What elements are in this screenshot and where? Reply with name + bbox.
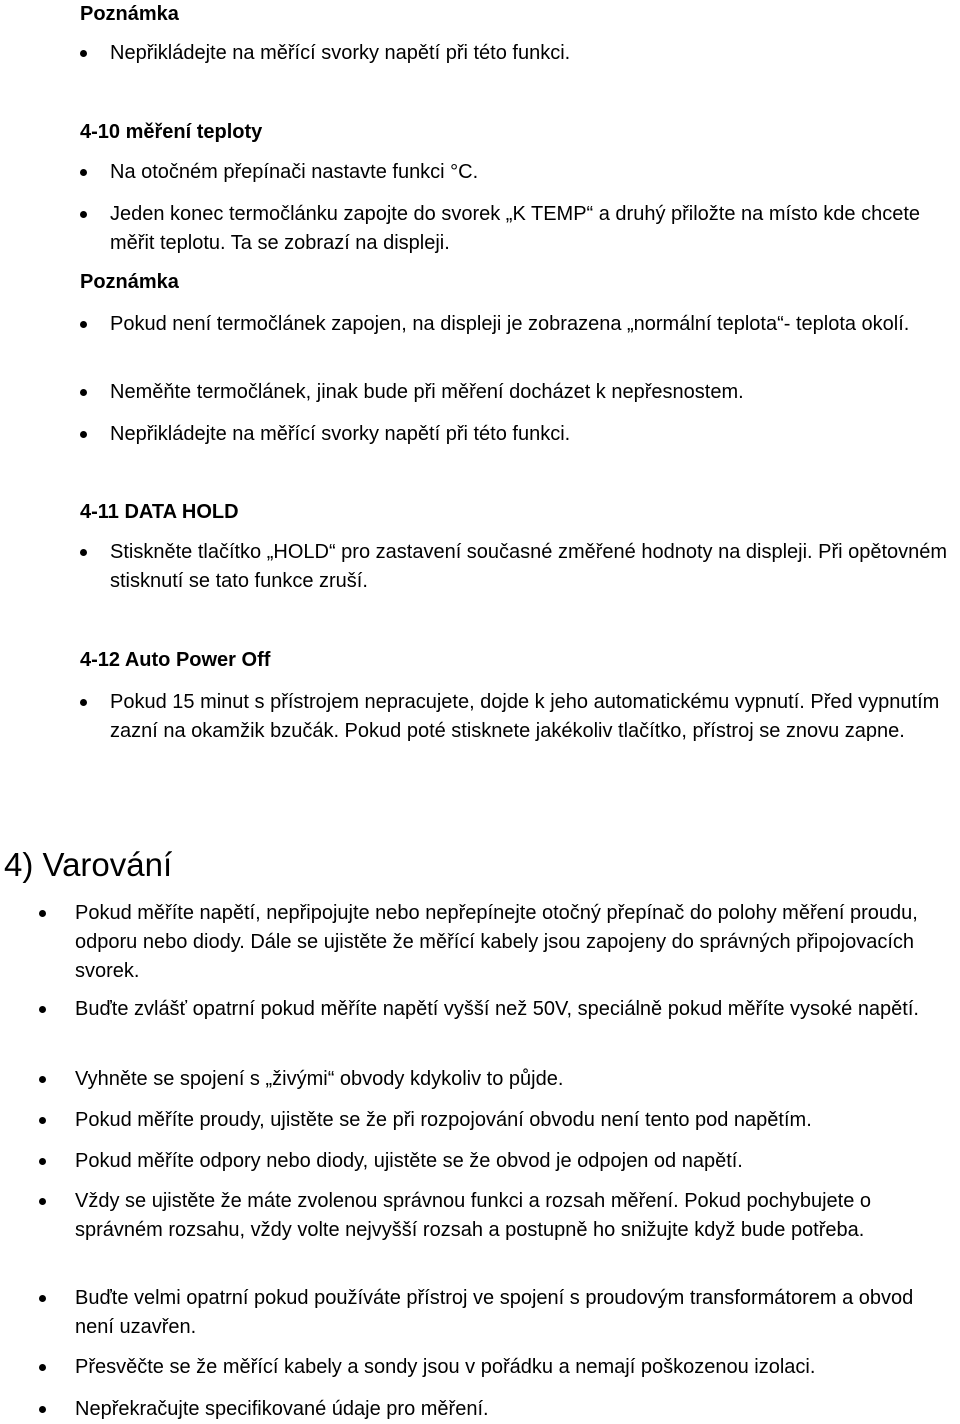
bullet-icon [80, 169, 87, 176]
warning-item: Pokud měříte proudy, ujistěte se že při rozpojování obvodu není tento pod napětím. [75, 1106, 955, 1135]
warning-item: Vždy se ujistěte že máte zvolenou správnou funkci a rozsah měření. Pokud pochybujete o správném rozsahu, vždy volte nejvyšší rozsah a postupně ho snižujte když bude potřeba. [75, 1187, 955, 1245]
section-heading: 4-12 Auto Power Off [80, 649, 271, 671]
bullet-icon [39, 1364, 46, 1371]
bullet-icon [80, 321, 87, 328]
list-item: Stiskněte tlačítko „HOLD“ pro zastavení současné změřené hodnoty na displeji. Při opětovném stisknutí se tato funkce zruší. [110, 538, 955, 596]
list-item: Neměňte termočlánek, jinak bude při měření docházet k nepřesnostem. [110, 378, 955, 407]
bullet-icon [39, 1198, 46, 1205]
bullet-icon [39, 1006, 46, 1013]
bullet-icon [80, 431, 87, 438]
bullet-icon [39, 1076, 46, 1083]
warning-item: Nepřekračujte specifikované údaje pro měření. [75, 1395, 955, 1424]
list-item: Pokud není termočlánek zapojen, na displeji je zobrazena „normální teplota“- teplota okolí. [110, 310, 955, 339]
page-title: 4) Varování [4, 846, 173, 883]
bullet-icon [39, 1117, 46, 1124]
bullet-icon [39, 1406, 46, 1413]
section-heading: 4-10 měření teploty [80, 121, 263, 143]
section-heading: 4-11 DATA HOLD [80, 501, 239, 523]
bullet-icon [80, 50, 87, 57]
note-heading: Poznámka [80, 271, 179, 293]
warning-item: Přesvěčte se že měřící kabely a sondy jsou v pořádku a nemají poškozenou izolaci. [75, 1353, 955, 1382]
warning-item: Pokud měříte napětí, nepřipojujte nebo nepřepínejte otočný přepínač do polohy měření proudu, odporu nebo diody. Dále se ujistěte že měřící kabely jsou zapojeny do správných připojovacích svorek. [75, 899, 955, 986]
bullet-icon [80, 699, 87, 706]
bullet-icon [39, 910, 46, 917]
note-heading: Poznámka [80, 3, 179, 25]
list-item: Pokud 15 minut s přístrojem nepracujete, dojde k jeho automatickému vypnutí. Před vypnutím zazní na okamžik bzučák. Pokud poté stisknete jakékoliv tlačítko, přístroj se znovu zapne. [110, 688, 955, 746]
list-item: Jeden konec termočlánku zapojte do svorek „K TEMP“ a druhý přiložte na místo kde chcete měřit teplotu. Ta se zobrazí na displeji. [110, 200, 955, 258]
list-item: Nepřikládejte na měřící svorky napětí při této funkci. [110, 420, 955, 449]
list-item: Nepřikládejte na měřící svorky napětí při této funkci. [110, 39, 955, 68]
list-item: Na otočném přepínači nastavte funkci °C. [110, 158, 955, 187]
bullet-icon [39, 1158, 46, 1165]
warning-item: Vyhněte se spojení s „živými“ obvody kdykoliv to půjde. [75, 1065, 955, 1094]
bullet-icon [80, 389, 87, 396]
bullet-icon [80, 549, 87, 556]
warning-item: Buďte velmi opatrní pokud používáte přístroj ve spojení s proudovým transformátorem a obvod není uzavřen. [75, 1284, 955, 1342]
bullet-icon [39, 1295, 46, 1302]
bullet-icon [80, 211, 87, 218]
warning-item: Pokud měříte odpory nebo diody, ujistěte se že obvod je odpojen od napětí. [75, 1147, 955, 1176]
warning-item: Buďte zvlášť opatrní pokud měříte napětí vyšší než 50V, speciálně pokud měříte vysoké napětí. [75, 995, 955, 1024]
